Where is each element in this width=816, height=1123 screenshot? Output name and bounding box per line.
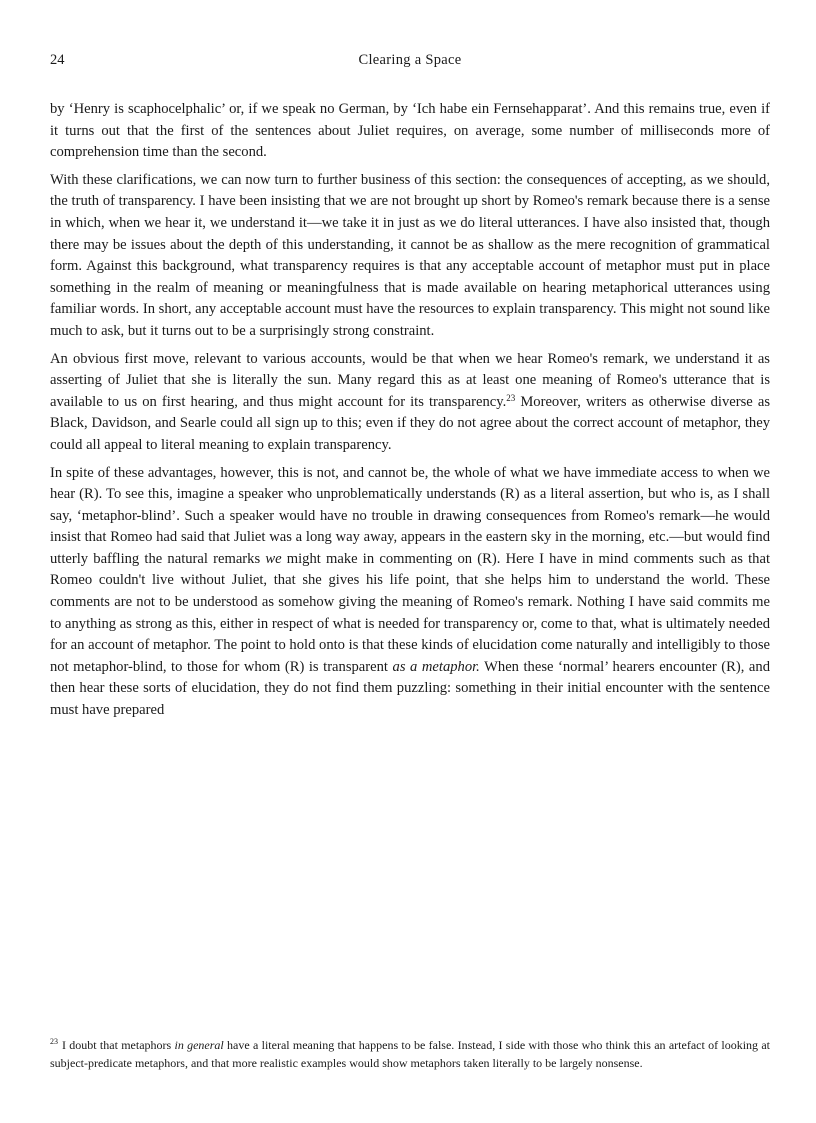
paragraph-3: [50, 349, 770, 457]
paragraph-2: With these clarifications, we can now turn to further business of this section: the consequences of accepting, as we should, the truth of transparency. I have been insisting that we are not brought up short by Romeo's remark because there is a sense in which, when we hear it, we understand it—we take it in just as we do literal utterances. I have also insisted that, though there may be issues about the depth of this understanding, it cannot be as shallow as the mere recognition of grammatical form. Against this background, what transparency requires is that any acceptable account of metaphor must put in place something in the realm of meaning or meaningfulness that is made available on hearing metaphorical utterances using familiar words. In short, any acceptable account must have the resources to explain transparency. This might not sound like much to ask, but it turns out to be a surprisingly strong constraint.: [50, 171, 770, 339]
footnotes: [50, 1036, 770, 1072]
paragraph-4-emphasis-we: we: [265, 550, 282, 567]
page-header: [50, 52, 770, 72]
paragraph-4-text-c: When these ‘normal’ hearers encounter (R), and then hear these sorts of elucidation, they do not find them puzzling: something in their initial encounter with the sentence must have prepared: [50, 658, 770, 719]
paragraph-4-text-a: In spite of these advantages, however, this is not, and cannot be, the whole of what we have immediate access to when we hear (R). To see this, imagine a speaker who unproblematically understands (R) as a literal assertion, but who is, as I shall say, ‘metaphor-blind’. Such a speaker would have no trouble in drawing consequences from Romeo's remark—he would insist that Romeo had said that Juliet was a long way away, appears in the eastern sky in the morning, etc.—but would find utterly baffling the natural remarks: [50, 464, 770, 567]
page-number: 24: [50, 52, 65, 68]
footnote-text-a: I doubt that metaphors: [62, 1038, 175, 1052]
paragraph-4: [50, 463, 770, 722]
footnote-reference-23[interactable]: 23: [506, 392, 516, 403]
footnote-text-b: have a literal meaning that happens to be false. Instead, I side with those who think this an artefact of looking at subject-predicate metaphors, and that more realistic examples would show metaphors taken literally to be largely nonsense.: [50, 1038, 770, 1070]
paragraph-4-emphasis-metaphor: as a metaphor.: [392, 658, 480, 675]
footnote-emphasis: in general: [174, 1038, 224, 1052]
paragraph-3-text-b: Moreover, writers as otherwise diverse as Black, Davidson, and Searle could all sign up to this; even if they do not agree about the correct account of metaphor, they could all appeal to literal meaning to explain transparency.: [50, 393, 770, 453]
paragraph-4-text-b: might make in commenting on (R). Here I have in mind comments such as that Romeo couldn't live without Juliet, that she gives his life point, that she helps him to understand the world. These comments are not to be understood as somehow giving the meaning of Romeo's remark. Nothing I have said commits me to anything as strong as this, either in respect of what is needed for transparency or, come to that, what is ultimately needed for an account of metaphor. The point to hold onto is that these kinds of elucidation come naturally and intelligibly to those not metaphor-blind, to those for whom (R) is transparent: [50, 550, 770, 675]
body-text: [50, 99, 770, 728]
running-head: Clearing a Space: [358, 52, 462, 68]
footnote-number: 23: [50, 1037, 58, 1046]
paragraph-3-text-a: An obvious first move, relevant to various accounts, would be that when we hear Romeo's remark, we understand it as asserting of Juliet that she is literally the sun. Many regard this as at least one meaning of Romeo's utterance that is available to us on first hearing, and thus might account for its transparency.: [50, 350, 770, 410]
paragraph-1: by ‘Henry is scaphocelphalic’ or, if we speak no German, by ‘Ich habe ein Fernsehapparat’. And this remains true, even if it turns out that the first of the sentences about Juliet requires, on average, some number of milliseconds more of comprehension time than the second.: [50, 101, 770, 161]
footnote-23: [50, 1036, 770, 1072]
